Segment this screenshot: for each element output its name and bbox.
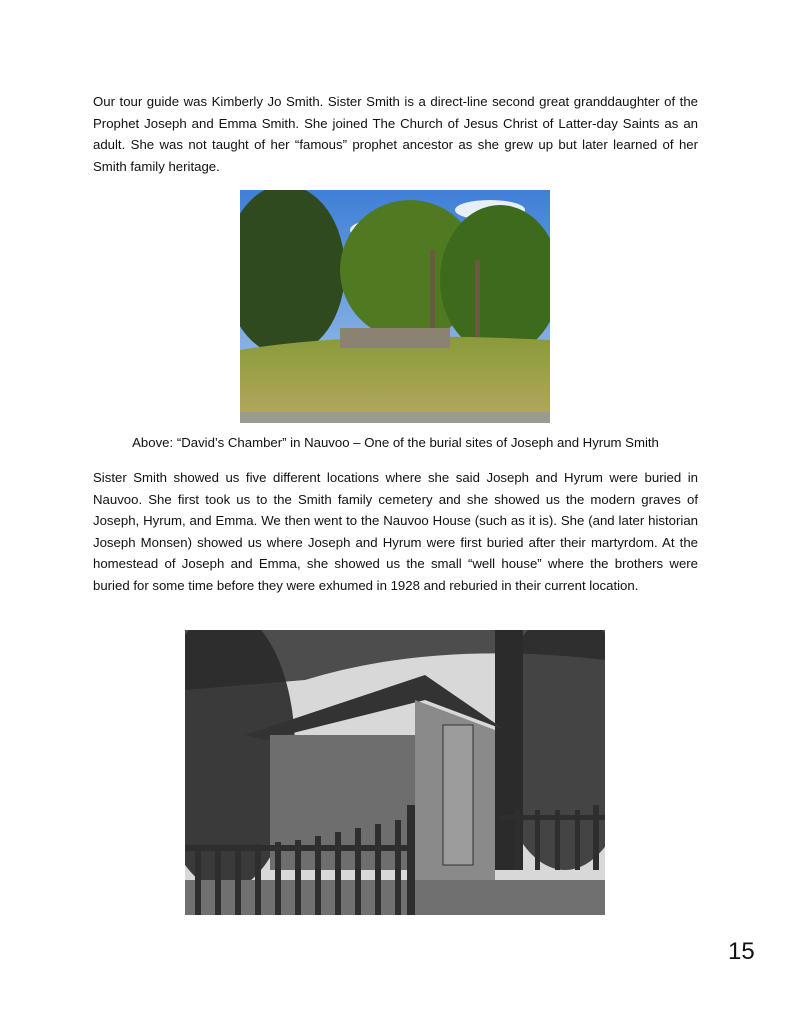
burial-locations-paragraph: Sister Smith showed us five different locations where she said Joseph and Hyrum were buried in Nauvoo. She first took us to the Smith family cemetery and she showed us the modern graves of Joseph, Hyrum, and Emma. We then went to the Nauvoo House (such as it is). She (and later historian Joseph Monsen) showed us where Joseph and Hyrum were first buried after their martyrdom. At the homestead of Joseph and Emma, she showed us the small “well house” where the brothers were buried for some time before they were exhumed in 1928 and reburied in their current location. (93, 470, 698, 593)
well-house-photo (185, 630, 605, 915)
photo-caption: Above: “David’s Chamber” in Nauvoo – One of the burial sites of Joseph and Hyrum Smith (132, 435, 659, 450)
page-number: 15 (728, 938, 755, 965)
davids-chamber-photo (240, 190, 550, 423)
intro-paragraph: Our tour guide was Kimberly Jo Smith. Sister Smith is a direct-line second great granddaughter of the Prophet Joseph and Emma Smith. She joined The Church of Jesus Christ of Latter-day Saints as an adult. She was not taught of her “famous” prophet ancestor as she grew up but later learned of her Smith family heritage. (93, 94, 698, 174)
